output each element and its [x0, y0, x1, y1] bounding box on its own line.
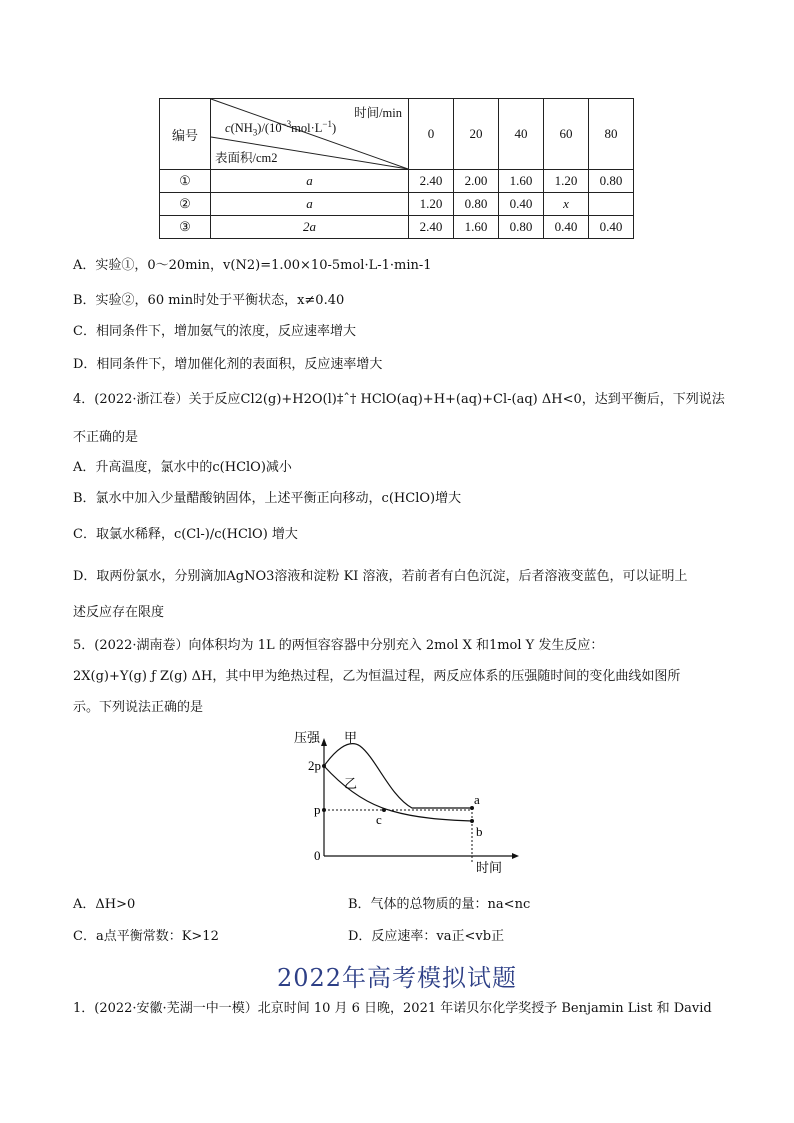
row-area: a: [211, 193, 409, 216]
point-p: [322, 808, 326, 812]
table-cell: x: [544, 193, 589, 216]
q4-option-d-line2: 述反应存在限度: [73, 605, 165, 620]
q4-option-d-line1: D．取两份氯水，分别滴加AgNO3溶液和淀粉 KI 溶液，若前者有白色沉淀，后者溶液变蓝色，可以证明上: [73, 569, 688, 584]
table-cell: [589, 193, 634, 216]
header-time-0: 0: [409, 99, 454, 170]
table-cell: 0.40: [499, 193, 544, 216]
table-cell: 0.40: [589, 216, 634, 239]
table-cell: 1.20: [544, 170, 589, 193]
q4-option-c: C．取氯水稀释，c(Cl-)/c(HClO) 增大: [73, 527, 298, 542]
x-axis-label: 时间: [476, 861, 503, 876]
table-row: [160, 193, 634, 216]
q3-option-a: A．实验①，0～20min，v(N2)=1.00×10-5mol·L-1·min-1: [73, 258, 432, 273]
tick-2p: 2p: [308, 758, 321, 773]
curve-jia: [324, 744, 472, 808]
table-row: [160, 170, 634, 193]
origin-label: 0: [314, 848, 321, 863]
rate-data-table: [159, 98, 634, 239]
row-id: ②: [160, 193, 211, 216]
table-cell: 2.40: [409, 170, 454, 193]
q5-stem-line3: 示。下列说法正确的是: [73, 700, 204, 715]
curve-yi: [324, 766, 472, 821]
y-axis-label: 压强: [294, 731, 321, 746]
row-area: a: [211, 170, 409, 193]
table-cell: 0.80: [454, 193, 499, 216]
table-cell: 1.60: [454, 216, 499, 239]
q4-option-a: A．升高温度，氯水中的c(HClO)减小: [73, 460, 292, 475]
row-id: ①: [160, 170, 211, 193]
q4-stem-line2: 不正确的是: [73, 430, 139, 445]
header-time: 时间/min: [354, 106, 402, 120]
table-cell: 1.60: [499, 170, 544, 193]
table-cell: 2.00: [454, 170, 499, 193]
q5-option-d: D．反应速率：va正<vb正: [348, 929, 505, 944]
point-c-label: c: [376, 812, 382, 827]
q5-stem-line1: 5．(2022·湖南卷）向体积均为 1L 的两恒容容器中分别充入 2mol X 和1mol Y 发生反应：: [73, 638, 604, 653]
q5-stem-line2: 2X(g)+Y(g) ƒ Z(g) ΔH，其中甲为绝热过程，乙为恒温过程，两反应体系的压强随时间的变化曲线如图所: [73, 669, 681, 684]
table-cell: 2.40: [409, 216, 454, 239]
q4-stem-line1: 4．(2022·浙江卷）关于反应Cl2(g)+H2O(l)‡ˆ† HClO(aq)+H+(aq)+Cl-(aq) ΔH<0，达到平衡后，下列说法: [73, 392, 725, 407]
point-c: [382, 808, 386, 812]
point-b-label: b: [476, 824, 483, 839]
q1-stem-line1: 1．(2022·安徽·芜湖一中一模）北京时间 10 月 6 日晚，2021 年诺贝尔化学奖授予 Benjamin List 和 David: [73, 1001, 712, 1016]
point-b: [470, 819, 474, 823]
table-cell: 0.80: [499, 216, 544, 239]
q5-option-a: A．ΔH>0: [73, 897, 136, 912]
pressure-time-diagram: [294, 726, 520, 876]
header-time-80: 80: [589, 99, 634, 170]
table-cell: 0.40: [544, 216, 589, 239]
table-row: [160, 216, 634, 239]
q3-option-d: D．相同条件下，增加催化剂的表面积，反应速率增大: [73, 357, 383, 372]
curve-jia-label: 甲: [344, 731, 358, 746]
q3-option-b: B．实验②，60 min时处于平衡状态，x≠0.40: [73, 293, 345, 308]
row-id: ③: [160, 216, 211, 239]
table-cell: 0.80: [589, 170, 634, 193]
header-time-40: 40: [499, 99, 544, 170]
x-axis-arrow: [512, 853, 519, 859]
header-area: 表面积/cm2: [215, 151, 278, 165]
section-title: 2022年高考模拟试题: [276, 964, 518, 992]
y-axis-arrow: [321, 738, 327, 746]
q3-option-c: C．相同条件下，增加氨气的浓度，反应速率增大: [73, 324, 356, 339]
point-2p: [322, 764, 326, 768]
header-time-60: 60: [544, 99, 589, 170]
header-diagonal-cell: [211, 99, 409, 170]
header-concentration: $c(NH_3)/(10^{-3}mol\cdot L^{-1})$: [225, 119, 337, 138]
header-number: 编号: [160, 99, 211, 170]
q4-option-b: B．氯水中加入少量醋酸钠固体，上述平衡正向移动，c(HClO)增大: [73, 491, 462, 506]
q5-option-c: C．a点平衡常数：K>12: [73, 929, 219, 944]
row-area: 2a: [211, 216, 409, 239]
point-a-label: a: [474, 792, 480, 807]
tick-p: p: [314, 802, 321, 817]
header-time-20: 20: [454, 99, 499, 170]
q5-option-b: B．气体的总物质的量：na<nc: [348, 897, 531, 912]
table-cell: 1.20: [409, 193, 454, 216]
curve-yi-label: 乙: [344, 777, 358, 792]
